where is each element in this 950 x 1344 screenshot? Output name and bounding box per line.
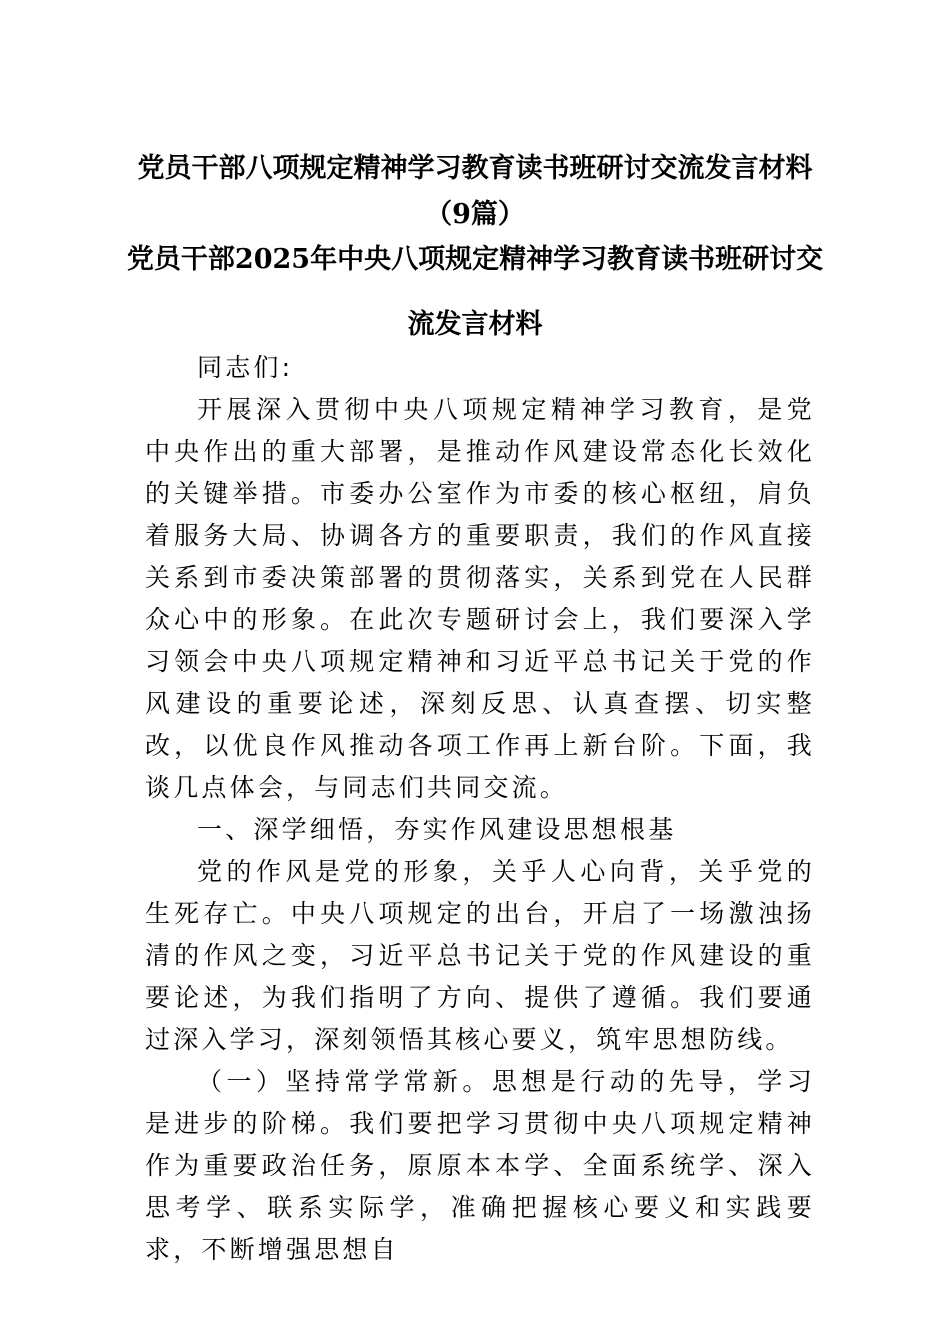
document-body <box>145 347 815 1271</box>
section-heading-1: 一、深学细悟，夯实作风建设思想根基 <box>197 815 677 844</box>
greeting-paragraph: 同志们: <box>197 353 294 382</box>
sub-title-line2: 流发言材料 <box>407 309 543 340</box>
sub-title-line1: 党员干部2025年中央八项规定精神学习教育读书班研讨交 <box>126 244 824 275</box>
main-title-line1: 党员干部八项规定精神学习教育读书班研讨交流发言材料 <box>137 153 813 184</box>
section-1-paragraph: 党的作风是党的形象，关乎人心向背，关乎党的生死存亡。中央八项规定的出台，开启了一场激浊扬清的作风之变，习近平总书记关于党的作风建设的重要论述，为我们指明了方向、提供了遵循。我们要通过深入学习，深刻领悟其核心要义，筑牢思想防线。 <box>145 857 815 1054</box>
intro-paragraph: 开展深入贯彻中央八项规定精神学习教育，是党中央作出的重大部署，是推动作风建设常态化长效化的关键举措。市委办公室作为市委的核心枢纽，肩负着服务大局、协调各方的重要职责，我们的作风直接关系到市委决策部署的贯彻落实，关系到党在人民群众心中的形象。在此次专题研讨会上，我们要深入学习领会中央八项规定精神和习近平总书记关于党的作风建设的重要论述，深刻反思、认真查摆、切实整改，以优良作风推动各项工作再上新台阶。下面，我谈几点体会，与同志们共同交流。 <box>145 395 815 802</box>
main-title-line2: （9篇） <box>425 199 525 230</box>
subsection-1-paragraph: （一）坚持常学常新。思想是行动的先导，学习是进步的阶梯。我们要把学习贯彻中央八项规定精神作为重要政治任务，原原本本学、全面系统学、深入思考学、联系实际学，准确把握核心要义和实践要求，不断增强思想自 <box>145 1067 815 1264</box>
